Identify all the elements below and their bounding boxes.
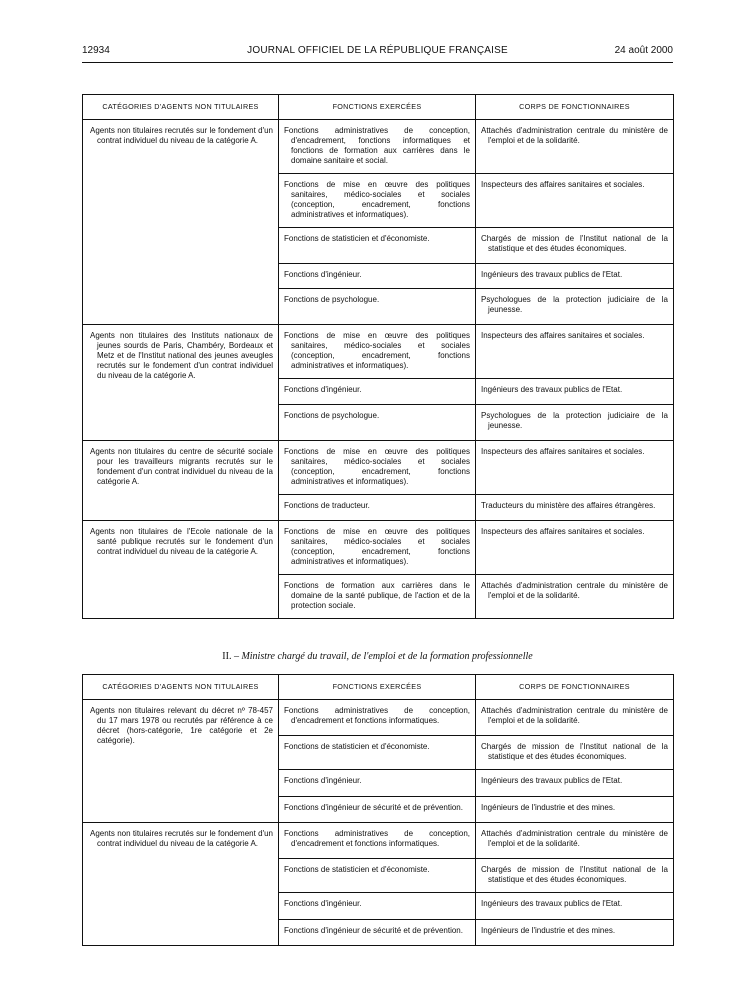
fonction-cell: Fonctions administratives de conception, d'encadrement et fonctions informatiques. — [279, 823, 476, 859]
table-row — [83, 823, 674, 859]
column-header-corps: CORPS DE FONCTIONNAIRES — [476, 675, 674, 700]
category-cell: Agents non titulaires de l'Ecole nationale de la santé publique recrutés sur le fondement d'un contrat individuel du niveau de la catégorie A. — [83, 521, 279, 619]
category-cell: Agents non titulaires relevant du décret nº 78-457 du 17 mars 1978 ou recrutés par référence à ce décret (hors-catégorie, 1re catégorie et 2e catégorie). — [83, 700, 279, 823]
category-cell: Agents non titulaires du centre de sécurité sociale pour les travailleurs migrants recrutés sur le fondement d'un contrat individuel du niveau de la catégorie A. — [83, 441, 279, 521]
corps-cell: Chargés de mission de l'Institut national de la statistique et des études économiques. — [476, 736, 674, 770]
fonction-cell: Fonctions d'ingénieur de sécurité et de prévention. — [279, 920, 476, 946]
corps-cell: Ingénieurs des travaux publics de l'Etat. — [476, 264, 674, 289]
fonction-cell: Fonctions d'ingénieur. — [279, 893, 476, 920]
table-ministere-emploi-solidarite — [82, 94, 674, 619]
fonction-cell: Fonctions de mise en œuvre des politiques sanitaires, médico-sociales et sociales (conception, encadrement, fonctions administratives et informatiques). — [279, 441, 476, 495]
fonction-cell: Fonctions administratives de conception, d'encadrement, fonctions informatiques et fonctions de formation aux carrières dans le domaine sanitaire et social. — [279, 120, 476, 174]
column-header-categories: CATÉGORIES D'AGENTS NON TITULAIRES — [83, 95, 279, 120]
corps-cell: Inspecteurs des affaires sanitaires et sociales. — [476, 174, 674, 228]
corps-cell: Psychologues de la protection judiciaire de la jeunesse. — [476, 289, 674, 325]
corps-cell: Attachés d'administration centrale du ministère de l'emploi et de la solidarité. — [476, 823, 674, 859]
journal-title: JOURNAL OFFICIEL DE LA RÉPUBLIQUE FRANÇAISE — [247, 45, 508, 56]
page-number: 12934 — [82, 45, 110, 56]
corps-cell: Ingénieurs de l'industrie et des mines. — [476, 797, 674, 823]
column-header-corps: CORPS DE FONCTIONNAIRES — [476, 95, 674, 120]
issue-date: 24 août 2000 — [614, 45, 673, 56]
section-number: II. – — [222, 651, 239, 662]
fonction-cell: Fonctions de psychologue. — [279, 405, 476, 441]
fonction-cell: Fonctions de mise en œuvre des politiques sanitaires, médico-sociales et sociales (conception, encadrement, fonctions administratives et informatiques). — [279, 521, 476, 575]
column-header-fonctions: FONCTIONS EXERCÉES — [279, 675, 476, 700]
corps-cell: Attachés d'administration centrale du ministère de l'emploi et de la solidarité. — [476, 575, 674, 619]
fonction-cell: Fonctions de psychologue. — [279, 289, 476, 325]
category-cell: Agents non titulaires recrutés sur le fondement d'un contrat individuel du niveau de la catégorie A. — [83, 823, 279, 946]
corps-cell: Traducteurs du ministère des affaires étrangères. — [476, 495, 674, 521]
corps-cell: Attachés d'administration centrale du ministère de l'emploi et de la solidarité. — [476, 700, 674, 736]
table-row — [83, 700, 674, 736]
column-header-fonctions: FONCTIONS EXERCÉES — [279, 95, 476, 120]
table-row — [83, 521, 674, 575]
category-cell: Agents non titulaires recrutés sur le fondement d'un contrat individuel du niveau de la catégorie A. — [83, 120, 279, 325]
fonction-cell: Fonctions de mise en œuvre des politiques sanitaires, médico-sociales et sociales (conception, encadrement, fonctions administratives et informatiques). — [279, 174, 476, 228]
corps-cell: Psychologues de la protection judiciaire de la jeunesse. — [476, 405, 674, 441]
table-row — [83, 325, 674, 379]
corps-cell: Ingénieurs de l'industrie et des mines. — [476, 920, 674, 946]
corps-cell: Ingénieurs des travaux publics de l'Etat. — [476, 893, 674, 920]
category-cell: Agents non titulaires des Instituts nationaux de jeunes sourds de Paris, Chambéry, Bordeaux et Metz et de l'Institut national des jeunes aveugles recrutés sur le fondement d'un contrat individuel du niveau de la catégorie A. — [83, 325, 279, 441]
fonction-cell: Fonctions de formation aux carrières dans le domaine de la santé publique, de l'action et de la protection sociale. — [279, 575, 476, 619]
fonction-cell: Fonctions d'ingénieur de sécurité et de prévention. — [279, 797, 476, 823]
fonction-cell: Fonctions de mise en œuvre des politiques sanitaires, médico-sociales et sociales (conception, encadrement, fonctions administratives et informatiques). — [279, 325, 476, 379]
corps-cell: Ingénieurs des travaux publics de l'Etat. — [476, 379, 674, 405]
fonction-cell: Fonctions d'ingénieur. — [279, 770, 476, 797]
column-header-categories: CATÉGORIES D'AGENTS NON TITULAIRES — [83, 675, 279, 700]
corps-cell: Ingénieurs des travaux publics de l'Etat. — [476, 770, 674, 797]
table-header-row — [83, 675, 674, 700]
corps-cell: Chargés de mission de l'Institut national de la statistique et des études économiques. — [476, 859, 674, 893]
header-rule — [82, 62, 673, 63]
table-row — [83, 120, 674, 174]
corps-cell: Attachés d'administration centrale du ministère de l'emploi et de la solidarité. — [476, 120, 674, 174]
section-title: Ministre chargé du travail, de l'emploi et de la formation professionnelle — [241, 651, 533, 662]
section-heading — [82, 651, 673, 662]
table-ministere-travail — [82, 674, 674, 946]
corps-cell: Chargés de mission de l'Institut national de la statistique et des études économiques. — [476, 228, 674, 264]
fonction-cell: Fonctions de statisticien et d'économiste. — [279, 228, 476, 264]
fonction-cell: Fonctions administratives de conception, d'encadrement et fonctions informatiques. — [279, 700, 476, 736]
fonction-cell: Fonctions de statisticien et d'économiste. — [279, 736, 476, 770]
fonction-cell: Fonctions de statisticien et d'économiste. — [279, 859, 476, 893]
corps-cell: Inspecteurs des affaires sanitaires et sociales. — [476, 521, 674, 575]
table-row — [83, 441, 674, 495]
corps-cell: Inspecteurs des affaires sanitaires et sociales. — [476, 325, 674, 379]
corps-cell: Inspecteurs des affaires sanitaires et sociales. — [476, 441, 674, 495]
fonction-cell: Fonctions d'ingénieur. — [279, 264, 476, 289]
fonction-cell: Fonctions de traducteur. — [279, 495, 476, 521]
table-header-row — [83, 95, 674, 120]
page-header — [82, 44, 673, 58]
fonction-cell: Fonctions d'ingénieur. — [279, 379, 476, 405]
